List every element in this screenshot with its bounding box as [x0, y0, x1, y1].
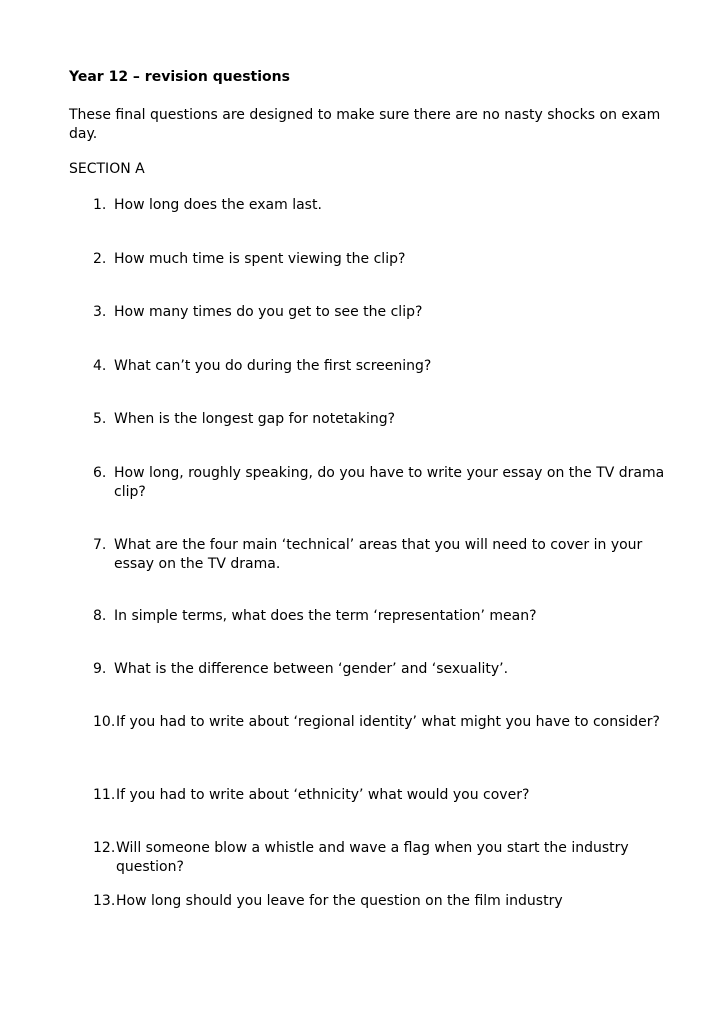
question-item	[93, 660, 673, 679]
question-number: 12.	[93, 840, 116, 856]
intro-paragraph: These final questions are designed to make sure there are no nasty shocks on exam day.	[69, 107, 661, 142]
question-text: Will someone blow a whistle and wave a flag when you start the industry question?	[116, 840, 629, 875]
question-number: 2.	[93, 251, 107, 267]
question-number: 6.	[93, 465, 107, 481]
question-item	[93, 786, 673, 805]
question-number: 1.	[93, 197, 107, 213]
question-text: What are the four main ‘technical’ areas that you will need to cover in your essay on the TV drama.	[114, 537, 643, 572]
question-item	[93, 713, 673, 732]
question-number: 9.	[93, 661, 107, 677]
question-number: 3.	[93, 304, 107, 320]
question-item	[93, 607, 673, 626]
question-item	[93, 357, 673, 376]
question-item	[93, 536, 673, 574]
question-text: If you had to write about ‘ethnicity’ what would you cover?	[116, 787, 530, 803]
question-item	[93, 839, 673, 877]
question-number: 10.	[93, 714, 116, 730]
document-title: Year 12 – revision questions	[69, 69, 290, 85]
question-item	[93, 196, 673, 215]
question-text: How long does the exam last.	[114, 197, 322, 213]
question-text: How many times do you get to see the clip?	[114, 304, 423, 320]
question-number: 5.	[93, 411, 107, 427]
section-heading: SECTION A	[69, 161, 145, 177]
question-number: 11.	[93, 787, 116, 803]
question-text: What is the difference between ‘gender’ and ‘sexuality’.	[114, 661, 509, 677]
question-number: 8.	[93, 608, 107, 624]
question-item	[93, 250, 673, 269]
question-number: 13.	[93, 893, 116, 909]
question-item	[93, 303, 673, 322]
question-number: 4.	[93, 358, 107, 374]
question-text: How long, roughly speaking, do you have to write your essay on the TV drama clip?	[114, 465, 665, 500]
question-text: In simple terms, what does the term ‘representation’ mean?	[114, 608, 537, 624]
question-text: How long should you leave for the question on the film industry	[116, 893, 563, 909]
question-item	[93, 892, 673, 911]
question-number: 7.	[93, 537, 107, 553]
question-item	[93, 464, 673, 502]
question-item	[93, 410, 673, 429]
question-text: How much time is spent viewing the clip?	[114, 251, 406, 267]
question-text: When is the longest gap for notetaking?	[114, 411, 396, 427]
question-text: If you had to write about ‘regional identity’ what might you have to consider?	[116, 714, 660, 730]
question-text: What can’t you do during the first screening?	[114, 358, 432, 374]
